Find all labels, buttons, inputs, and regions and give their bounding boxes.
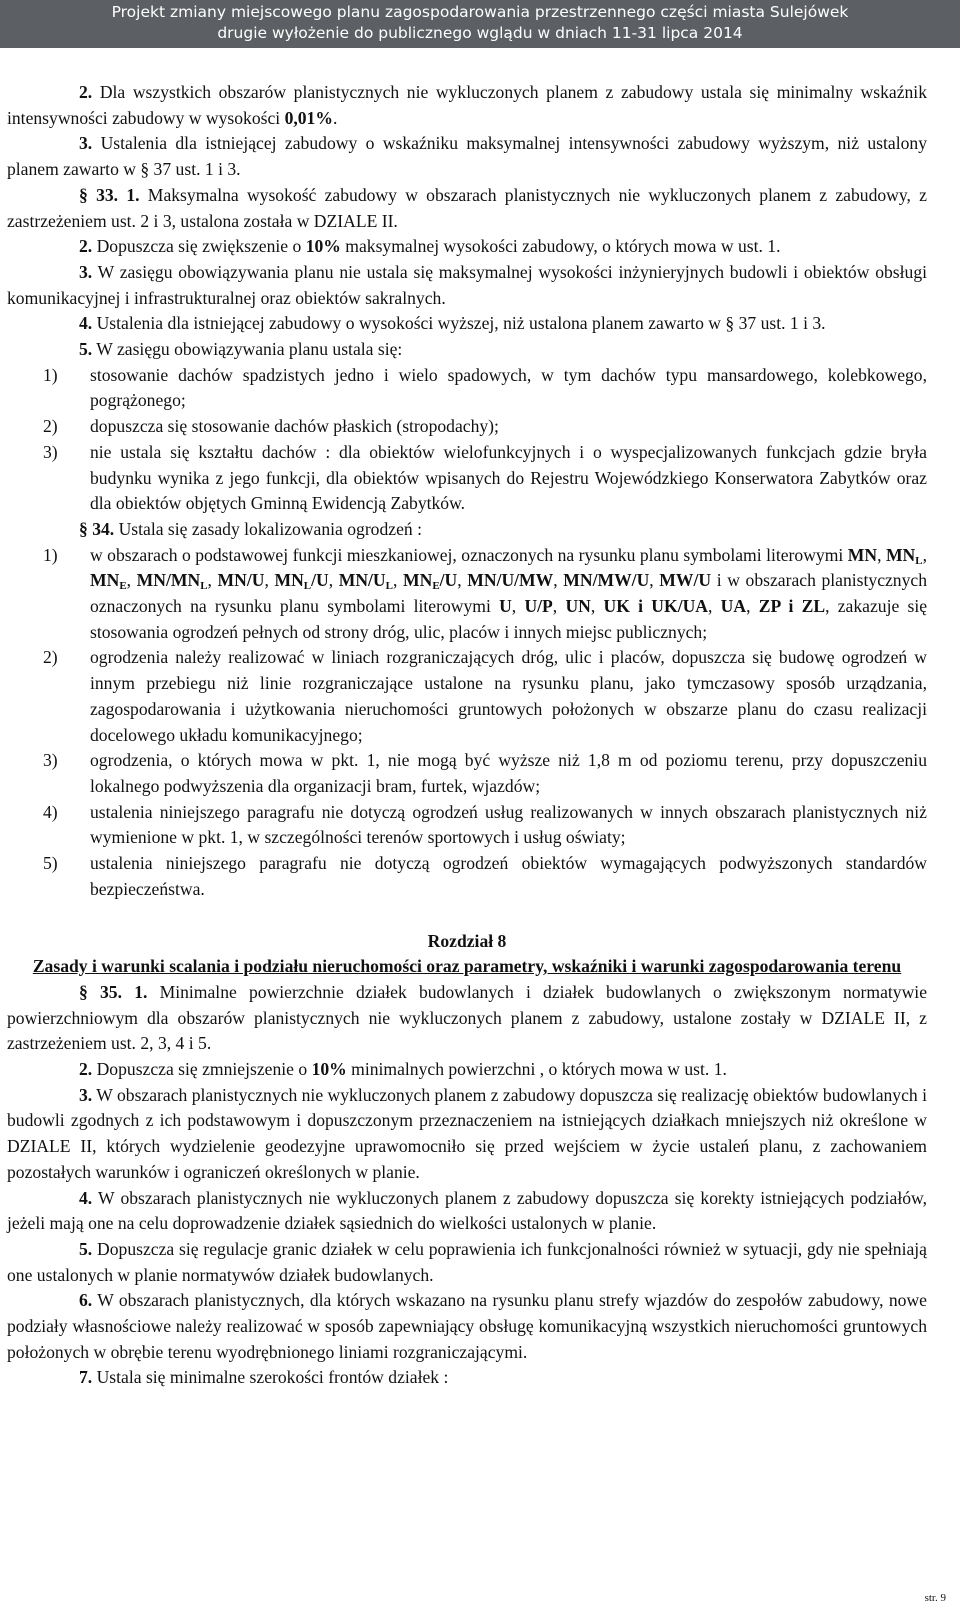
paragraph-33-1: § 33. 1. Maksymalna wysokość zabudowy w obszarach planistycznych nie wykluczonych planem z zabudowy, z zastrzeżeniem ust. 2 i 3, ustalona została w DZIALE II. (7, 184, 927, 231)
header-subtitle: drugie wyłożenie do publicznego wglądu w dniach 11-31 lipca 2014 (217, 24, 743, 42)
list-item: 3) nie ustala się kształtu dachów : dla obiektów wielofunkcyjnych i o wyspecjalizowanych funkcjach gdzie bryła budynku wynika z jego funkcji, dla obiektów wpisanych do Rejestru Wojewódzkiego Konserwatora Zabytków oraz dla obiektów objętych Gminną Ewidencją Zabytków. (43, 441, 927, 514)
page-number: str. 9 (924, 1592, 946, 1604)
paragraph-34-lead: § 34. Ustala się zasady lokalizowania ogrodzeń : (79, 518, 422, 539)
chapter-subtitle: Zasady i warunki scalania i podziału nieruchomości oraz parametry, wskaźniki i warunki zagospodarowania terenu (32, 956, 902, 977)
paragraph-35-7: 7. Ustala się minimalne szerokości frontów działek : (79, 1367, 449, 1388)
list-item: 2) ogrodzenia należy realizować w liniach rozgraniczających dróg, ulic i placów, dopuszcza się budowę ogrodzeń w innym przebiegu niż linie rozgraniczające ustalone na rysunku planu, jako tymczasowy sposób urządzania, zagospodarowania i użytkowania nieruchomości gruntowych położonych w obszarze planu do czasu realizacji docelowego układu komunikacyjnego; (43, 647, 927, 745)
list-item: 3) ogrodzenia, o których mowa w pkt. 1, nie mogą być wyższe niż 1,8 m od poziomu terenu, przy dopuszczeniu lokalnego podwyższenia dla organizacji bram, furtek, wjazdów; (43, 750, 927, 796)
header-title: Projekt zmiany miejscowego planu zagospodarowania przestrzennego części miasta Sulejówek (111, 3, 849, 21)
list-item: 2) dopuszcza się stosowanie dachów płaskich (stropodachy); (43, 416, 499, 437)
chapter-title: Rozdział 8 (427, 930, 507, 951)
paragraph-33-3: 3. W zasięgu obowiązywania planu nie ustala się maksymalnej wysokości inżynieryjnych budowli i obiektów obsługi komunikacyjnej i infrastrukturalnej oraz obiektów sakralnych. (7, 261, 927, 308)
list-item: 1) stosowanie dachów spadzistych jedno i wielo spadowych, w tym dachów typu mansardowego, kolebkowego, pogrążonego; (43, 364, 927, 411)
paragraph-35-2: 2. Dopuszcza się zmniejszenie o 10% minimalnych powierzchni , o których mowa w ust. 1. (79, 1059, 727, 1080)
paragraph-33-2: 2. Dopuszcza się zwiększenie o 10% maksymalnej wysokości zabudowy, o których mowa w ust. 1. (79, 236, 781, 257)
paragraph-35-6: 6. W obszarach planistycznych, dla których wskazano na rysunku planu strefy wjazdów do zespołów zabudowy, nowe podziały własnościowe należy realizować w sposób zapewniający obsługę komunikacyjną wszystkich nieruchomości gruntowych położonych w obrębie terenu wyodrębnionego liniami rozgraniczającymi. (7, 1290, 927, 1362)
paragraph-35-4: 4. W obszarach planistycznych nie wykluczonych planem z zabudowy dopuszcza się korekty istniejących podziałów, jeżeli mają one na celu doprowadzenie działek sąsiednich do wielkości ustalonych w planie. (7, 1187, 927, 1234)
paragraph-33pre-2: 2. Dla wszystkich obszarów planistycznych nie wykluczonych planem z zabudowy ustala się minimalny wskaźnik intensywności zabudowy w wysokości 0,01%. (7, 82, 927, 128)
paragraph-33pre-3: 3. Ustalenia dla istniejącej zabudowy o wskaźniku maksymalnej intensywności zabudowy wyższym, niż ustalony planem zawarto w § 37 ust. 1 i 3. (7, 133, 927, 180)
list-item: 1) w obszarach o podstawowej funkcji mieszkaniowej, oznaczonych na rysunku planu symbolami literowymi MN, $MN_L$, $MN_E$, $MN/MN_L$, MN/U, $MN_L/U$, $MN/U_L$, $MN_E/U$, MN/U/MW, MN/MW/U, MW/U i w obszarach planistycznych oznaczonych na rysunku planu symbolami literowymi U, U/P, UN, UK i UK/UA, UA, ZP i ZL, zakazuje się stosowania ogrodzeń pełnych od strony dróg, ulic, placów i innych miejsc publicznych; (43, 544, 928, 642)
paragraph-33-5: 5. W zasięgu obowiązywania planu ustala się: (79, 339, 403, 360)
list-item: 4) ustalenia niniejszego paragrafu nie dotyczą ogrodzeń usług realizowanych w innych obszarach planistycznych niż wymienione w pkt. 1, w szczególności terenów sportowych i usług oświaty; (43, 801, 927, 848)
list-item: 5) ustalenia niniejszego paragrafu nie dotyczą ogrodzeń obiektów wymagających podwyższonych standardów bezpieczeństwa. (43, 853, 927, 899)
section-gap (7, 903, 927, 929)
document-header (0, 0, 960, 48)
paragraph-35-3: 3. W obszarach planistycznych nie wykluczonych planem z zabudowy dopuszcza się realizację obiektów budowlanych i budowli zgodnych z ich podstawowym i dopuszczonym przeznaczeniem na istniejących działkach mniejszych niż określone w DZIALE II, których wydzielenie geodezyjne uprawomocniło się przed wejściem w życie ustaleń planu, z zachowaniem pozostałych warunków i ograniczeń określonych w planie. (7, 1084, 927, 1182)
paragraph-35-5: 5. Dopuszcza się regulacje granic działek w celu poprawienia ich funkcjonalności również w sytuacji, gdy nie spełniają one ustalonych w planie normatywów działek budowlanych. (7, 1238, 927, 1285)
paragraph-33-4: 4. Ustalenia dla istniejącej zabudowy o wysokości wyższej, niż ustalona planem zawarto w § 37 ust. 1 i 3. (79, 313, 826, 334)
document-body (7, 80, 927, 1391)
paragraph-35-1: § 35. 1. Minimalne powierzchnie działek budowlanych i działek budowlanych o zwiększonym normatywie powierzchniowym dla obszarów planistycznych nie wykluczonych planem z zabudowy, ustalone zostały w DZIALE II, z zastrzeżeniem ust. 2, 3, 4 i 5. (7, 981, 927, 1054)
